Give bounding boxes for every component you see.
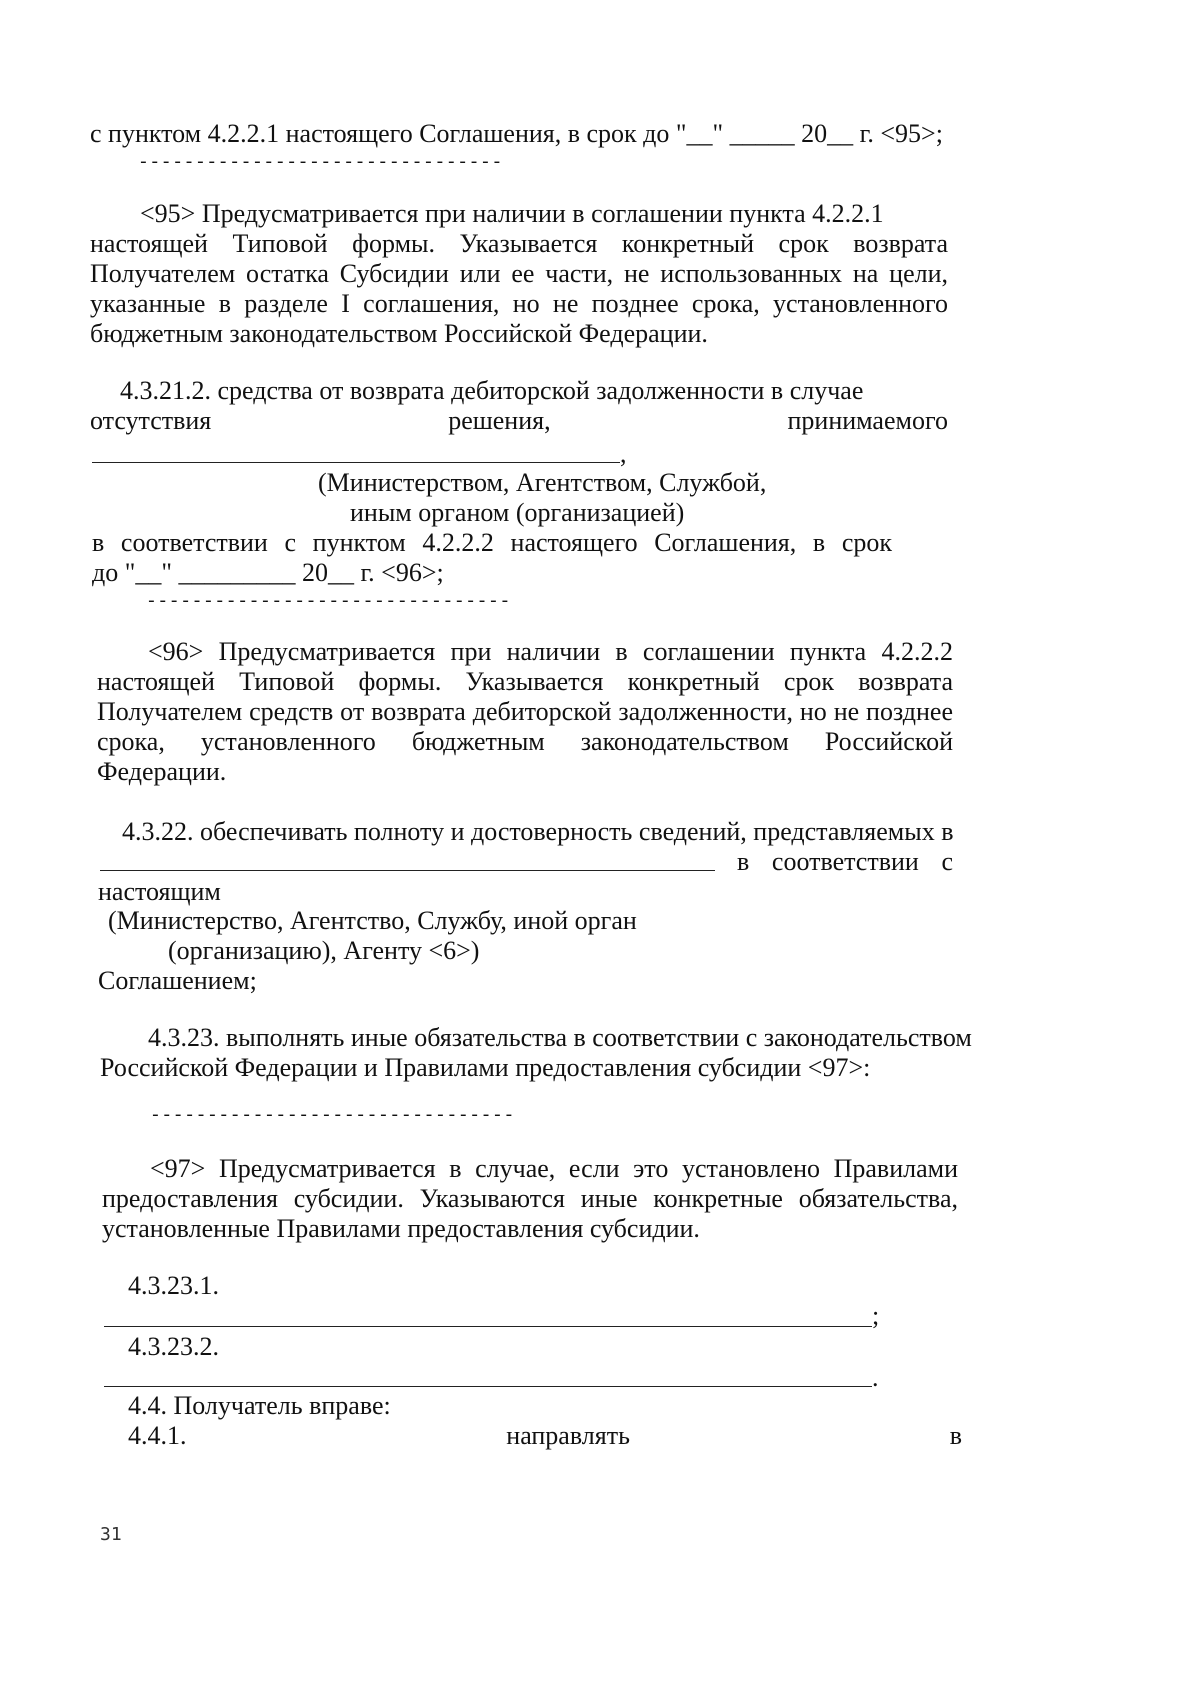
paragraph-4-3-22-line: Соглашением; [98, 966, 257, 995]
paragraph-4-3-22-line: настоящим [98, 877, 221, 906]
footnote-96-line: настоящей Типовой формы. Указывается конкретный срок возврата [97, 667, 953, 696]
caption-line: (Министерство, Агентство, Службу, иной орган [108, 906, 637, 935]
footnote-96-line: Получателем средств от возврата дебиторской задолженности, но не позднее [97, 697, 953, 726]
footnote-97-line: <97> Предусматривается в случае, если это установлено Правилами [150, 1154, 958, 1183]
footnote-95-line: настоящей Типовой формы. Указывается конкретный срок возврата [90, 229, 948, 258]
word: соответствии [771, 847, 919, 876]
page-number: 31 [100, 1524, 122, 1545]
word: принимаемого [787, 406, 948, 435]
word: 4.4.1. [128, 1421, 187, 1450]
word: Российской [824, 727, 953, 756]
paragraph-4-4-1-justified-line [128, 1420, 962, 1452]
separator: -------------------------------- [150, 1106, 515, 1126]
fill-in-blank-line [104, 1326, 872, 1327]
paragraph-4-3-21-2-justified-line [90, 405, 948, 437]
punctuation: . [872, 1363, 879, 1392]
paragraph-4-3-21-2-line: в соответствии с пунктом 4.2.2.2 настоящего Соглашения, в срок [92, 528, 892, 557]
item-4-3-23-1-label: 4.3.23.1. [128, 1271, 219, 1300]
punctuation: ; [872, 1301, 880, 1330]
footnote-97-line: установленные Правилами предоставления субсидии. [102, 1214, 700, 1243]
caption-line: (организацию), Агенту <6>) [168, 936, 480, 965]
paragraph-4-3-21-2-line: 4.3.21.2. средства от возврата дебиторской задолженности в случае [120, 376, 864, 405]
word: направлять [506, 1421, 630, 1450]
footnote-96-line: Федерации. [97, 757, 227, 786]
word: бюджетным [411, 727, 545, 756]
footnote-95-line: указанные в разделе I соглашения, но не позднее срока, установленного [90, 289, 948, 318]
fill-in-blank-line [100, 870, 715, 871]
footnote-95-line: <95> Предусматривается при наличии в соглашении пункта 4.2.2.1 [140, 199, 884, 228]
word: установленного [200, 727, 376, 756]
footnote-96-line: <96> Предусматривается при наличии в соглашении пункта 4.2.2.2 [148, 637, 953, 666]
word: в [949, 1421, 962, 1450]
paragraph-4-3-23-line: 4.3.23. выполнять иные обязательства в соответствии с законодательством [148, 1023, 972, 1052]
paragraph-4-3-23-line: Российской Федерации и Правилами предоставления субсидии <97>: [100, 1053, 871, 1082]
caption-line: иным органом (организацией) [350, 498, 685, 527]
word: отсутствия [90, 406, 212, 435]
paragraph-4-3-22-line: 4.3.22. обеспечивать полноту и достоверность сведений, представляемых в [122, 817, 954, 846]
punctuation: , [620, 439, 627, 468]
word: законодательством [580, 727, 789, 756]
footnote-95-line: бюджетным законодательством Российской Федерации. [90, 319, 708, 348]
caption-line: (Министерством, Агентством, Службой, [318, 468, 767, 497]
separator: -------------------------------- [138, 153, 503, 173]
paragraph-4-3-21-2-line: до "__" _________ 20__ г. <96>; [92, 558, 444, 587]
item-4-3-23-2-label: 4.3.23.2. [128, 1332, 219, 1361]
footnote-96-justified-line [97, 726, 953, 758]
fill-in-blank-line [104, 1386, 872, 1387]
fill-in-blank-line [92, 462, 620, 463]
paragraph-4-3-22-right-words [737, 846, 953, 878]
paragraph-4-4: 4.4. Получатель вправе: [128, 1391, 391, 1420]
footnote-95-line: Получателем остатка Субсидии или ее части, не использованных на цели, [90, 259, 948, 288]
word: в [737, 847, 750, 876]
word: с [941, 847, 953, 876]
footnote-97-line: предоставления субсидии. Указываются иные конкретные обязательства, [102, 1184, 958, 1213]
word: срока, [97, 727, 165, 756]
word: решения, [448, 406, 551, 435]
separator: -------------------------------- [146, 592, 511, 612]
top-line: с пунктом 4.2.2.1 настоящего Соглашения, в срок до "__" _____ 20__ г. <95>; [90, 119, 943, 148]
